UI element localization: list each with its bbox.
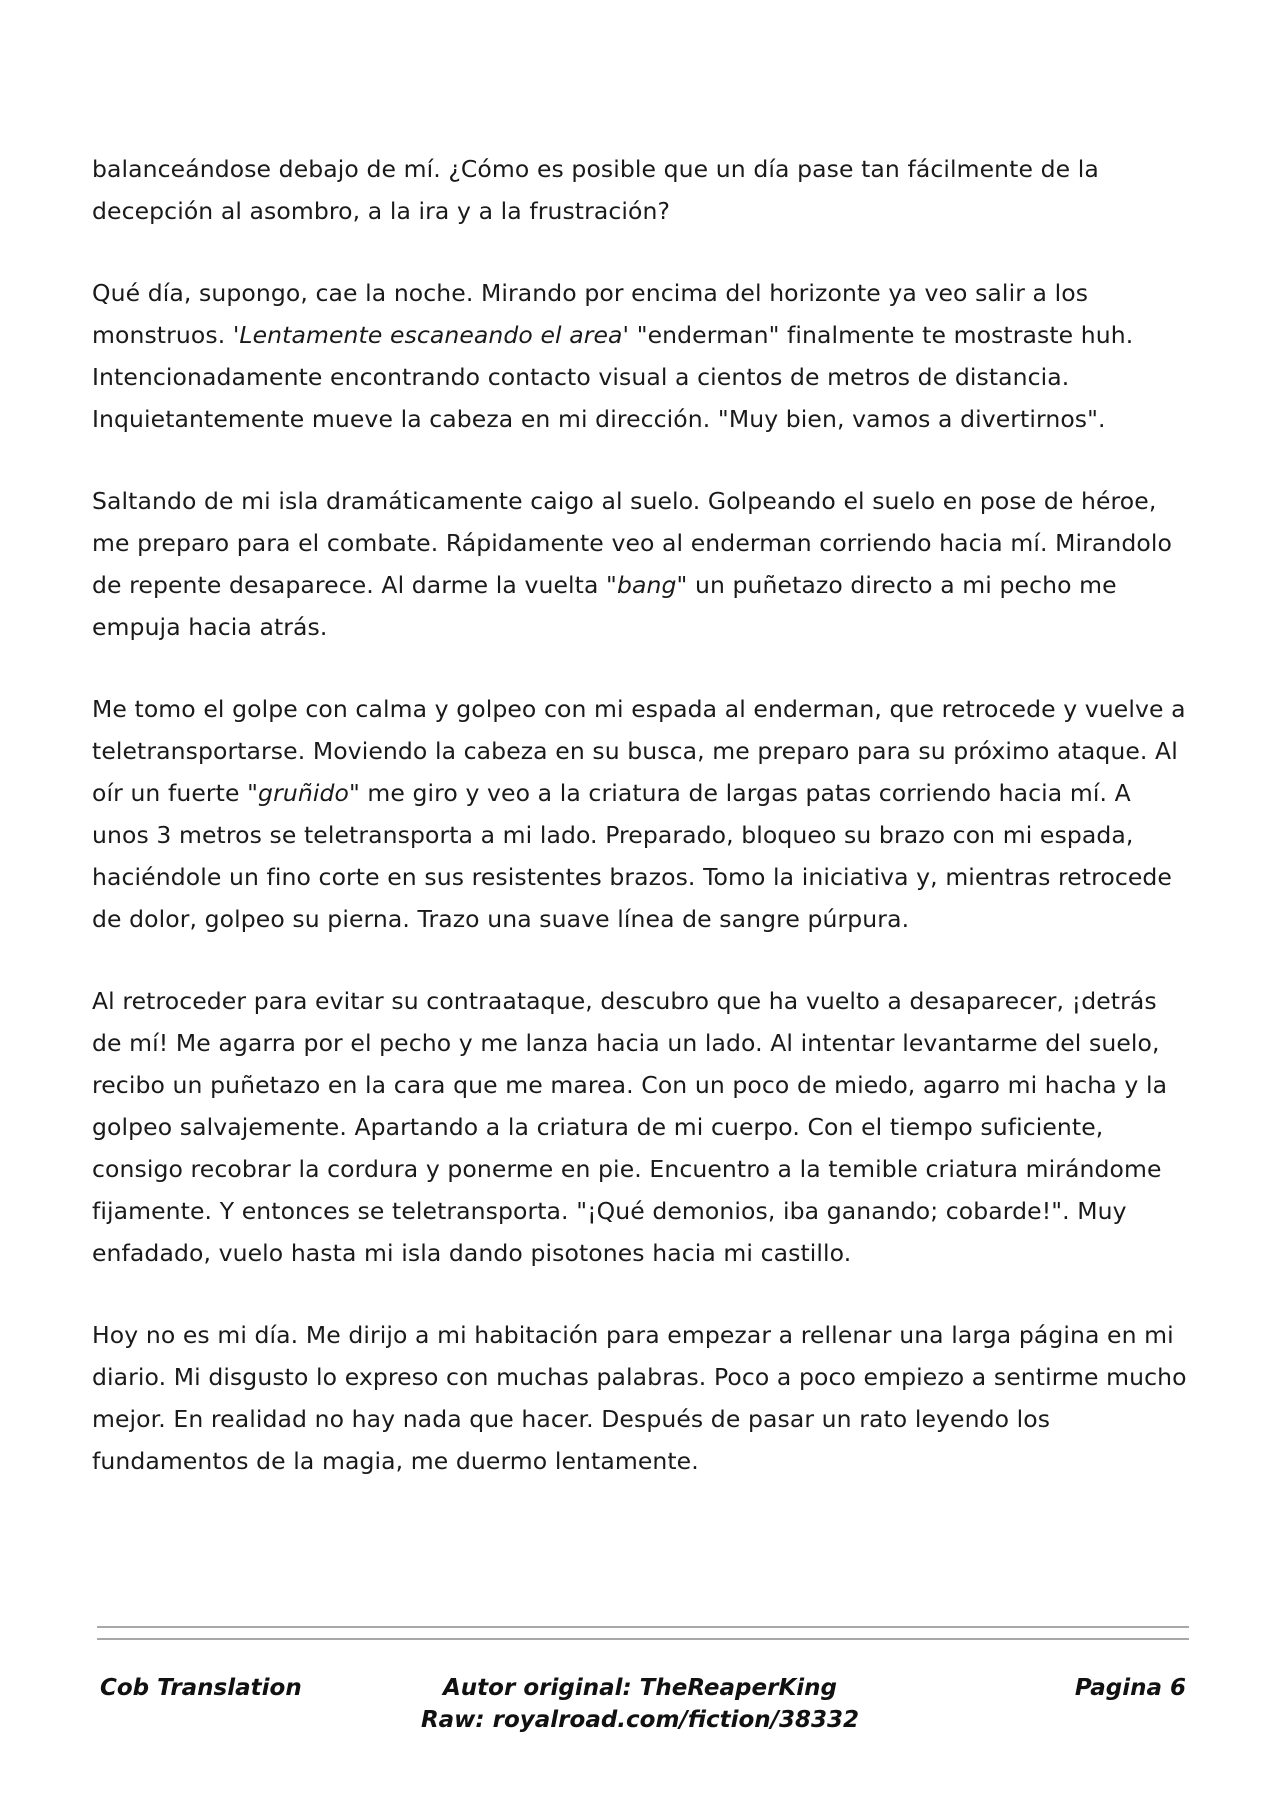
paragraph — [92, 1314, 1192, 1482]
paragraph-text: Me tomo el golpe con calma y golpeo con mi espada al enderman, que retrocede y vuelve a teletransportarse. Moviendo la cabeza en su busca, me preparo para su próximo ataque. Al oír un fuerte " — [92, 695, 1186, 807]
paragraph — [92, 688, 1192, 940]
italic-sound: gruñido — [258, 779, 349, 807]
paragraph-text: balanceándose debajo de mí. ¿Cómo es posible que un día pase tan fácilmente de la decepción al asombro, a la ira y a la frustración? — [92, 155, 1099, 225]
italic-sound: bang — [616, 571, 677, 599]
paragraph — [92, 272, 1192, 440]
paragraph — [92, 480, 1192, 648]
footer-original-author: Autor original: TheReaperKing — [443, 1675, 837, 1701]
paragraph — [92, 148, 1192, 232]
footer-raw-source: Raw: royalroad.com/fiction/38332 — [420, 1707, 860, 1733]
footer-page-number: Pagina 6 — [1074, 1675, 1186, 1701]
italic-thought: 'Lentamente escaneando el area' — [232, 321, 630, 349]
paragraph — [92, 980, 1192, 1274]
paragraph-text: Qué día, supongo, cae la noche. Mirando por encima del horizonte ya veo salir a los monstruos. — [92, 279, 1089, 349]
footer-credits — [421, 1672, 859, 1736]
paragraph-text: "enderman" finalmente te mostraste huh. Intencionadamente encontrando contacto visual a cientos de metros de distancia. Inquietantemente mueve la cabeza en mi dirección. "Muy bien, vamos a divertirnos". — [92, 321, 1134, 433]
paragraph-text: Saltando de mi isla dramáticamente caigo al suelo. Golpeando el suelo en pose de héroe, me preparo para el combate. Rápidamente veo al enderman corriendo hacia mí. Mirandolo de repente desaparece. Al darme la vuelta " — [92, 487, 1172, 599]
paragraph-text: " un puñetazo directo a mi pecho me empuja hacia atrás. — [92, 571, 1117, 641]
footer-divider-bottom — [97, 1638, 1189, 1640]
paragraph-text: " me giro y veo a la criatura de largas patas corriendo hacia mí. A unos 3 metros se teletransporta a mi lado. Preparado, bloqueo su brazo con mi espada, haciéndole un fino corte en sus resistentes brazos. Tomo la iniciativa y, mientras retrocede de dolor, golpeo su pierna. Trazo una suave línea de sangre púrpura. — [92, 779, 1172, 933]
document-body — [92, 148, 1192, 1522]
footer-divider-top — [97, 1626, 1189, 1628]
paragraph-text: Hoy no es mi día. Me dirijo a mi habitación para empezar a rellenar una larga página en mi diario. Mi disgusto lo expreso con muchas palabras. Poco a poco empiezo a sentirme mucho mejor. En realidad no hay nada que hacer. Después de pasar un rato leyendo los fundamentos de la magia, me duermo lentamente. — [92, 1321, 1187, 1475]
footer-translator: Cob Translation — [100, 1675, 302, 1701]
paragraph-text: Al retroceder para evitar su contraataque, descubro que ha vuelto a desaparecer, ¡detrás de mí! Me agarra por el pecho y me lanza hacia un lado. Al intentar levantarme del suelo, recibo un puñetazo en la cara que me marea. Con un poco de miedo, agarro mi hacha y la golpeo salvajemente. Apartando a la criatura de mi cuerpo. Con el tiempo suficiente, consigo recobrar la cordura y ponerme en pie. Encuentro a la temible criatura mirándome fijamente. Y entonces se teletransporta. "¡Qué demonios, iba ganando; cobarde!". Muy enfadado, vuelo hasta mi isla dando pisotones hacia mi castillo. — [92, 987, 1168, 1267]
